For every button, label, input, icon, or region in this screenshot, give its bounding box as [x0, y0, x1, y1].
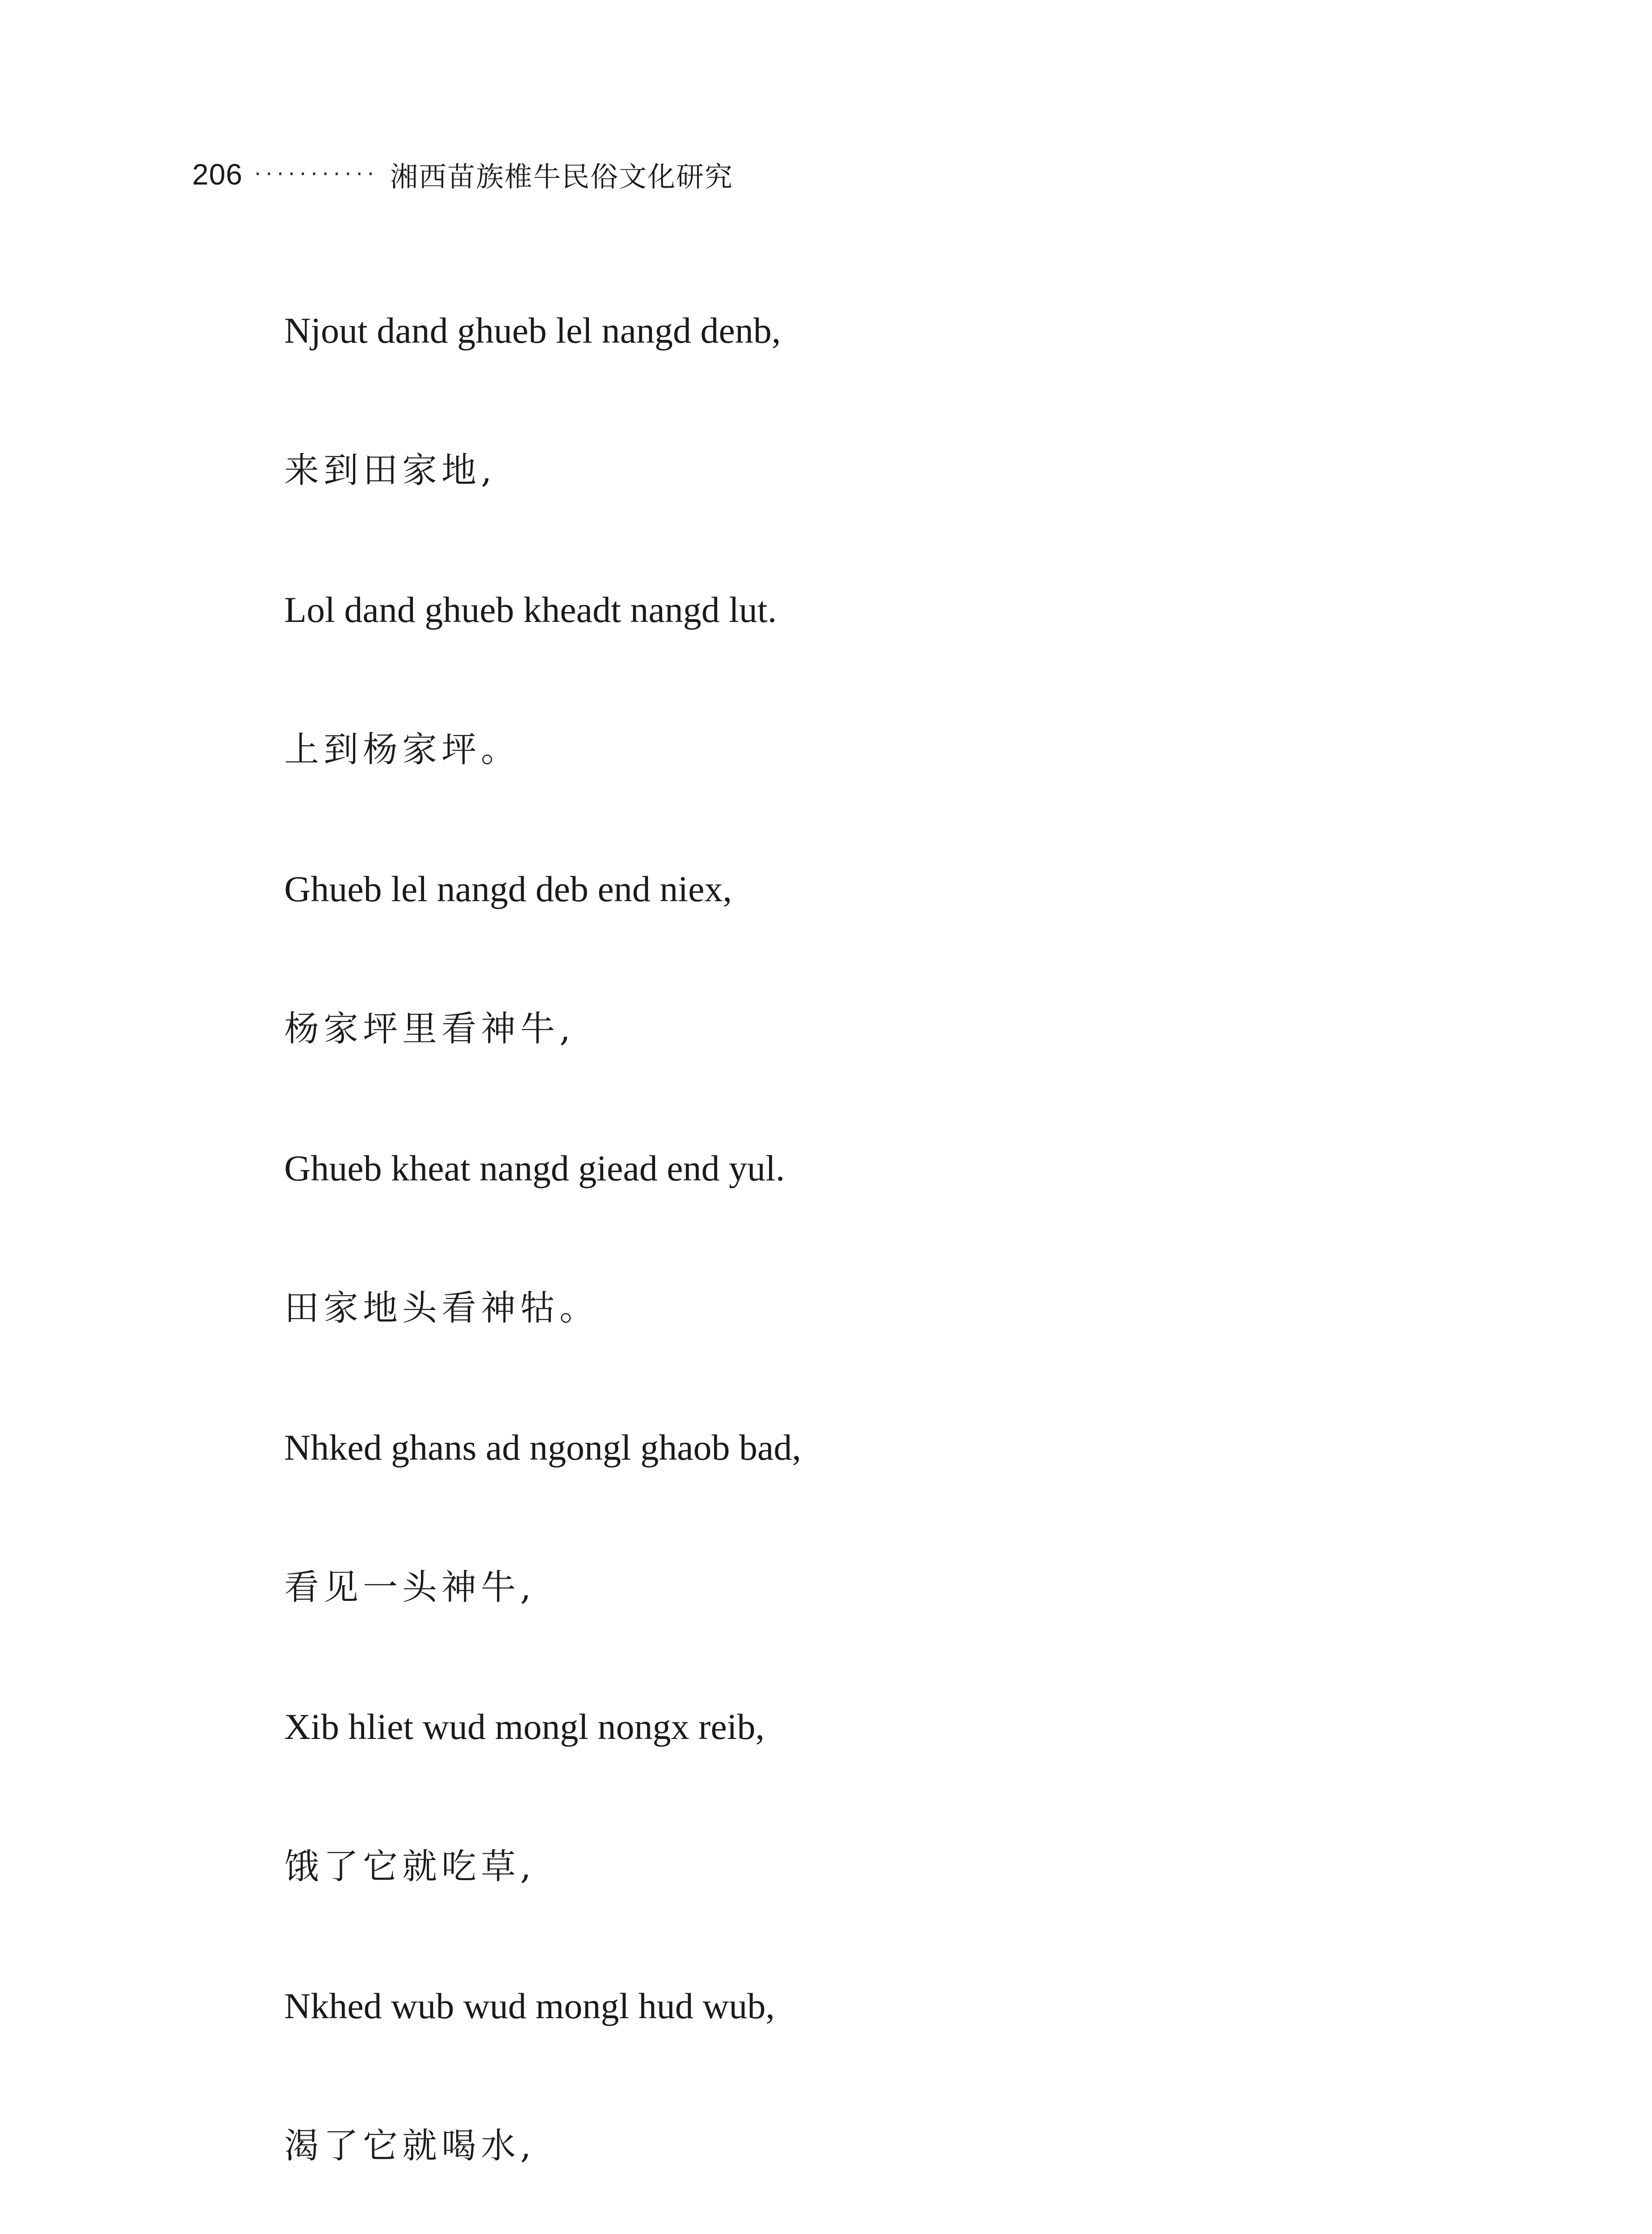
- running-header: [192, 147, 733, 201]
- verse-line-miao: Njout dand ghueb lel nangd denb,: [284, 310, 781, 351]
- verse-line-miao: Nhked ghans ad ngongl ghaob bad,: [284, 1427, 801, 1468]
- verse-line-chinese: 来到田家地,: [284, 450, 496, 491]
- verse-line-chinese: 上到杨家坪。: [284, 729, 521, 770]
- book-title: 湘西苗族椎牛民俗文化研究: [390, 160, 733, 193]
- verse-line-miao: Lol dand ghueb kheadt nangd lut.: [284, 589, 777, 630]
- verse-line-chinese: 渴了它就喝水,: [284, 2125, 536, 2166]
- verse-line-miao: Nkhed wub wud mongl hud wub,: [284, 1986, 775, 2026]
- header-leader-dots: ···········: [254, 162, 378, 187]
- verse-line-miao: Ghueb kheat nangd giead end yul.: [284, 1148, 785, 1188]
- verse-line-chinese: 饿了它就吃草,: [284, 1846, 536, 1887]
- verse-line-chinese: 田家地头看神牯。: [284, 1288, 599, 1328]
- verse-line-chinese: 看见一头神牛,: [284, 1567, 536, 1608]
- verse-line-miao: Ghueb lel nangd deb end niex,: [284, 869, 732, 909]
- verse-block: [284, 304, 1535, 2234]
- verse-line-chinese: 杨家坪里看神牛,: [284, 1008, 575, 1049]
- page-number: 206: [192, 158, 243, 191]
- verse-line-miao: Xib hliet wud mongl nongx reib,: [284, 1706, 765, 1747]
